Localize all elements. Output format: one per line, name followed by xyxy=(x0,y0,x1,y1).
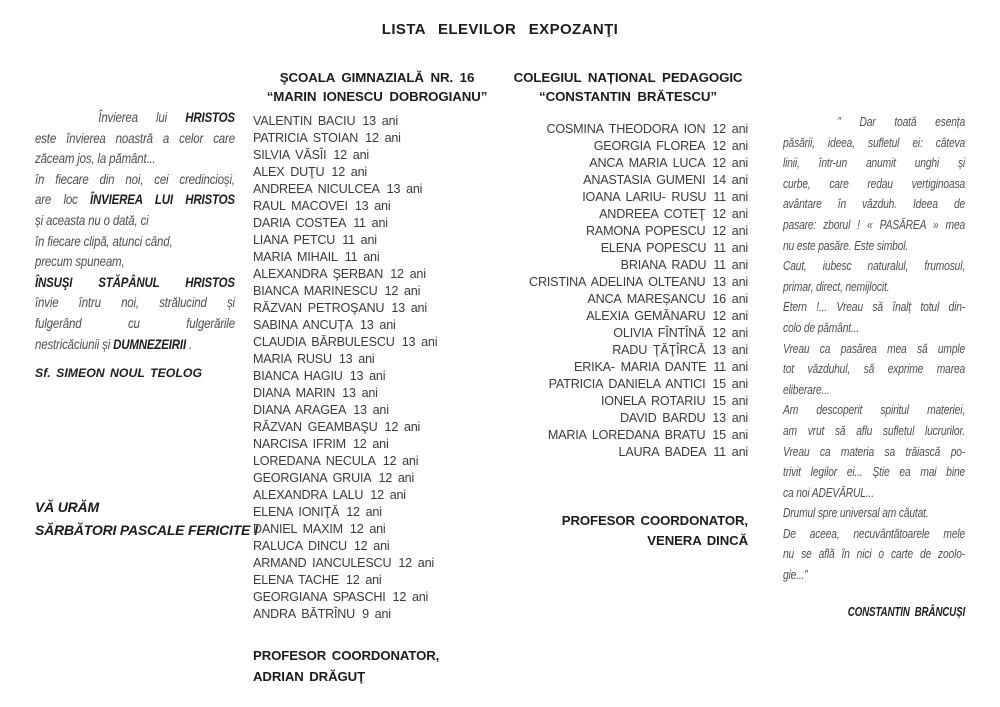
student-row xyxy=(253,453,501,470)
student-age: 11 ani xyxy=(713,258,748,272)
student-age: 12 ani xyxy=(333,148,369,162)
quote-line xyxy=(35,335,235,356)
quote-line xyxy=(783,544,965,565)
quote-line xyxy=(783,442,965,463)
student-age: 12 ani xyxy=(365,131,401,145)
student-row xyxy=(253,181,501,198)
school2-header xyxy=(508,69,748,106)
school1-student-list xyxy=(253,113,501,623)
quote-text: Am descoperit spiritul materiei, xyxy=(783,402,966,418)
student-row xyxy=(253,385,501,402)
quote-text: fulgerând cu fulgerările xyxy=(35,315,235,331)
student-name: COSMINA THEODORA ION xyxy=(546,122,706,136)
quote-bold-text: DUMNEZEIRII xyxy=(113,336,186,352)
quote-text: nestricăciunii și xyxy=(35,336,114,352)
student-age: 13 ani xyxy=(386,182,423,196)
student-name: RALUCA DINCU xyxy=(253,539,347,553)
student-age: 13 ani xyxy=(349,369,386,383)
quote-line xyxy=(35,149,235,170)
student-row xyxy=(253,538,501,555)
student-age: 12 ani xyxy=(331,165,368,179)
student-name: GEORGIANA SPASCHI xyxy=(253,590,386,604)
student-age: 13 ani xyxy=(359,318,396,332)
student-age: 13 ani xyxy=(338,352,375,366)
school1-coordinator-name: ADRIAN DRĂGUŢ xyxy=(253,669,366,684)
quote-line xyxy=(783,380,965,401)
student-row xyxy=(508,257,748,274)
student-age: 13 ani xyxy=(401,335,438,349)
student-age: 12 ani xyxy=(353,539,390,553)
student-row xyxy=(253,402,501,419)
simeon-attribution: Sf. SIMEON NOUL TEOLOG xyxy=(35,366,203,380)
quote-line xyxy=(783,194,965,215)
student-row xyxy=(253,555,501,572)
student-row xyxy=(508,155,748,172)
student-row xyxy=(508,240,748,257)
quote-text: precum spuneam, xyxy=(35,254,125,270)
quote-text: pasare: zborul ! « PASĂREA » mea xyxy=(783,216,966,232)
quote-line xyxy=(783,339,965,360)
school1-name-line2: “MARIN IONESCU DOBROGIANU” xyxy=(266,88,488,104)
student-name: RĂZVAN GEAMBAŞU xyxy=(253,420,378,434)
quote-line xyxy=(783,400,965,421)
quote-line xyxy=(783,277,965,298)
quote-text: curbe, care redau vertiginoasa xyxy=(783,175,966,191)
student-age: 12 ani xyxy=(384,420,421,434)
page-title: LISTA ELEVILOR EXPOZANŢI xyxy=(381,21,619,38)
quote-text: Vreau ca materia sa trăiască po- xyxy=(783,443,966,459)
student-age: 12 ani xyxy=(378,471,415,485)
student-name: ANCA MARIA LUCA xyxy=(589,156,706,170)
quote-text: Etern !... Vreau să înalț totul din- xyxy=(783,299,966,315)
student-row xyxy=(508,410,748,427)
easter-wish-line1: VĂ URĂM xyxy=(35,499,99,515)
quote-text: nu este pasăre. Este simbol. xyxy=(783,237,909,253)
student-row xyxy=(253,606,501,623)
student-age: 13 ani xyxy=(362,114,398,128)
student-row xyxy=(508,444,748,461)
quote-bold-text: ÎNVIEREA LUI HRISTOS xyxy=(89,192,235,208)
quote-line xyxy=(783,256,965,277)
student-name: GEORGIANA GRUIA xyxy=(253,471,372,485)
quote-text: în fiecare din noi, cei credincioși, xyxy=(35,171,235,187)
student-age: 12 ani xyxy=(712,156,748,170)
student-age: 12 ani xyxy=(384,284,421,298)
student-name: ANCA MAREȘANCU xyxy=(587,292,706,306)
student-row xyxy=(508,359,748,376)
school1-column xyxy=(253,69,501,687)
student-row xyxy=(253,317,501,334)
student-age: 12 ani xyxy=(712,326,748,340)
student-name: IONELA ROTARIU xyxy=(600,394,706,408)
student-age: 13 ani xyxy=(712,411,748,425)
student-row xyxy=(253,368,501,385)
student-name: ELENA POPESCU xyxy=(600,241,707,255)
quote-line xyxy=(783,503,965,524)
student-age: 13 ani xyxy=(391,301,427,315)
quote-text: am vrut să aflu sufletul lucrurilor. xyxy=(783,422,966,438)
quote-text: învie întru noi, strălucind și xyxy=(35,295,235,311)
quote-line xyxy=(783,236,965,257)
student-name: IOANA LARIU- RUSU xyxy=(582,190,707,204)
student-age: 12 ani xyxy=(370,488,406,502)
quote-text: Drumul spre universal am căutat. xyxy=(783,505,929,521)
student-row xyxy=(253,147,501,164)
student-name: BIANCA HAGIU xyxy=(253,369,343,383)
student-age: 13 ani xyxy=(712,343,748,357)
quote-text: ” Dar toată esența xyxy=(837,114,966,129)
quote-text: avântare în văzduh. Ideea de xyxy=(783,196,966,212)
brancusi-attribution: CONSTANTIN BRÂNCUȘI xyxy=(847,604,966,619)
quote-line xyxy=(35,170,235,191)
student-row xyxy=(253,504,501,521)
student-name: DIANA ARAGEA xyxy=(253,403,347,417)
student-row xyxy=(508,206,748,223)
student-name: DIANA MARIN xyxy=(253,386,336,400)
student-row xyxy=(508,325,748,342)
student-age: 15 ani xyxy=(712,428,748,442)
student-name: ALEXANDRA LALU xyxy=(253,488,364,502)
student-age: 12 ani xyxy=(392,590,429,604)
quote-line xyxy=(35,211,235,232)
quote-text: păsării, ideea, sufletul ei: câteva xyxy=(783,134,966,150)
student-row xyxy=(253,589,501,606)
student-row xyxy=(253,334,501,351)
student-age: 13 ani xyxy=(342,386,378,400)
student-row xyxy=(253,130,501,147)
student-name: NARCISA IFRIM xyxy=(253,437,346,451)
quote-text: . xyxy=(185,336,193,352)
quote-text: linii, într-un anumit unghi și xyxy=(783,155,966,171)
student-name: ELENA TACHE xyxy=(253,573,339,587)
student-name: CRISTINA ADELINA OLTEANU xyxy=(529,275,706,289)
student-name: ANASTASIA GUMENI xyxy=(583,173,706,187)
student-age: 12 ani xyxy=(398,556,434,570)
quote-line xyxy=(35,314,235,335)
quote-line xyxy=(783,462,965,483)
student-row xyxy=(508,138,748,155)
student-age: 11 ani xyxy=(353,216,388,230)
student-row xyxy=(253,351,501,368)
student-row xyxy=(253,521,501,538)
school2-coordinator xyxy=(508,511,748,551)
student-name: ALEX DUŢU xyxy=(253,165,325,179)
quote-line xyxy=(35,190,235,211)
student-row xyxy=(253,249,501,266)
quote-text: este învierea noastră a celor care xyxy=(35,130,235,146)
student-name: DARIA COSTEA xyxy=(253,216,347,230)
student-age: 12 ani xyxy=(352,437,389,451)
quote-line xyxy=(783,297,965,318)
student-age: 9 ani xyxy=(362,607,391,621)
student-name: LIANA PETCU xyxy=(253,233,336,247)
quote-line xyxy=(783,483,965,504)
student-name: RADU ŢĂŢÎRCĂ xyxy=(612,343,706,357)
quote-text: eliberare... xyxy=(783,381,830,397)
student-row xyxy=(508,427,748,444)
quote-text: are loc xyxy=(35,192,90,208)
quote-line xyxy=(35,129,235,150)
student-name: BIANCA MARINESCU xyxy=(253,284,378,298)
student-name: ANDREEA COTEŢ xyxy=(599,207,706,221)
school2-name-line2: “CONSTANTIN BRĂTESCU” xyxy=(539,88,717,104)
quote-line xyxy=(783,215,965,236)
student-name: ERIKA- MARIA DANTE xyxy=(574,360,707,374)
student-age: 12 ani xyxy=(345,573,382,587)
student-age: 12 ani xyxy=(712,224,748,238)
student-name: OLIVIA FÎNTÎNĂ xyxy=(613,326,706,340)
student-row xyxy=(253,113,501,130)
easter-wish xyxy=(35,496,258,542)
quote-line xyxy=(783,133,965,154)
student-row xyxy=(253,470,501,487)
right-quote-block xyxy=(783,112,965,586)
student-row xyxy=(253,419,501,436)
student-row xyxy=(508,274,748,291)
student-name: PATRICIA DANIELA ANTICI xyxy=(548,377,706,391)
school1-header xyxy=(253,69,501,106)
student-name: DAVID BARDU xyxy=(619,411,706,425)
quote-text: De aceea, necuvântătoarele mele xyxy=(783,525,966,541)
student-row xyxy=(253,300,501,317)
student-age: 13 ani xyxy=(354,199,391,213)
student-age: 15 ani xyxy=(712,394,748,408)
student-age: 16 ani xyxy=(712,292,748,306)
student-age: 13 ani xyxy=(712,275,748,289)
student-row xyxy=(508,376,748,393)
student-name: DANIEL MAXIM xyxy=(253,522,343,536)
quote-text: în fiecare clipă, atunci când, xyxy=(35,233,173,249)
student-name: LAURA BADEA xyxy=(618,445,707,459)
student-name: MARIA MIHAIL xyxy=(253,250,338,264)
school2-coordinator-label: PROFESOR COORDONATOR, xyxy=(561,513,748,528)
student-row xyxy=(508,291,748,308)
student-name: RĂZVAN PETROŞANU xyxy=(253,301,385,315)
quote-line xyxy=(35,108,235,129)
student-name: RAMONA POPESCU xyxy=(586,224,706,238)
student-row xyxy=(253,232,501,249)
quote-line xyxy=(35,232,235,253)
quote-line xyxy=(783,565,965,586)
school1-name-line1: ŞCOALA GIMNAZIALĂ NR. 16 xyxy=(279,70,475,85)
student-row xyxy=(253,215,501,232)
student-row xyxy=(253,164,501,181)
student-age: 12 ani xyxy=(712,139,748,153)
student-name: ALEXIA GEMĂNARU xyxy=(586,309,706,323)
student-row xyxy=(253,487,501,504)
quote-bold-text: HRISTOS xyxy=(185,110,235,125)
student-name: BRIANA RADU xyxy=(620,258,707,272)
student-name: MARIA RUSU xyxy=(253,352,332,366)
student-row xyxy=(508,223,748,240)
student-row xyxy=(508,189,748,206)
student-name: ANDREEA NICULCEA xyxy=(253,182,380,196)
quote-text: colo de pământ... xyxy=(783,319,860,335)
student-row xyxy=(253,266,501,283)
student-age: 12 ani xyxy=(382,454,419,468)
quote-line xyxy=(35,252,235,273)
student-name: CLAUDIA BĂRBULESCU xyxy=(253,335,395,349)
quote-line xyxy=(783,359,965,380)
school2-coordinator-name: VENERA DINCĂ xyxy=(647,533,748,548)
student-age: 12 ani xyxy=(349,522,386,536)
student-name: ANDRA BĂTRÎNU xyxy=(253,607,356,621)
quote-text: tot văzduhul, să exprime marea xyxy=(783,361,966,377)
school2-name-line1: COLEGIUL NAȚIONAL PEDAGOGIC xyxy=(513,70,743,85)
easter-wish-line2: SĂRBĂTORI PASCALE FERICITE ! xyxy=(35,522,259,538)
student-age: 14 ani xyxy=(712,173,748,187)
quote-text: trivit legilor ei... Ştie ea mai bine xyxy=(783,464,966,480)
school2-student-list xyxy=(508,121,748,461)
student-age: 11 ani xyxy=(713,360,748,374)
quote-line xyxy=(783,524,965,545)
student-age: 11 ani xyxy=(713,190,748,204)
quote-text: ca noi ADEVĂRUL... xyxy=(783,484,874,500)
student-name: ARMAND IANCULESCU xyxy=(253,556,392,570)
student-row xyxy=(508,393,748,410)
student-age: 12 ani xyxy=(712,309,748,323)
quote-text: gie...” xyxy=(783,567,808,583)
quote-line xyxy=(783,174,965,195)
student-name: PATRICIA STOIAN xyxy=(253,131,359,145)
student-name: SABINA ANCUŢA xyxy=(253,318,353,332)
student-row xyxy=(508,342,748,359)
student-age: 13 ani xyxy=(353,403,389,417)
quote-text: primar, direct, nemijlocit. xyxy=(783,278,890,294)
school1-coordinator xyxy=(253,645,501,687)
student-age: 12 ani xyxy=(712,122,748,136)
student-name: RAUL MACOVEI xyxy=(253,199,348,213)
student-name: MARIA LOREDANA BRATU xyxy=(547,428,706,442)
left-quote-block xyxy=(35,108,235,355)
school2-column xyxy=(508,69,748,551)
quote-bold-text: ÎNSUŞI STĂPÂNUL HRISTOS xyxy=(35,274,235,290)
quote-text: zăceam jos, la pământ... xyxy=(35,151,156,167)
student-age: 11 ani xyxy=(342,233,377,247)
student-age: 12 ani xyxy=(390,267,426,281)
student-row xyxy=(508,121,748,138)
quote-text: Învierea lui xyxy=(98,110,186,125)
student-name: ELENA IONIŢĂ xyxy=(253,505,340,519)
student-row xyxy=(253,436,501,453)
student-age: 12 ani xyxy=(712,207,748,221)
student-row xyxy=(253,572,501,589)
quote-text: Caut, iubesc naturalul, frumosul, xyxy=(783,258,966,274)
student-age: 15 ani xyxy=(712,377,748,391)
student-name: VALENTIN BACIU xyxy=(253,114,356,128)
quote-text: Vreau ca pasărea mea să umple xyxy=(783,340,966,356)
student-row xyxy=(508,172,748,189)
student-age: 11 ani xyxy=(344,250,380,264)
right-quote-column xyxy=(783,112,965,622)
student-row xyxy=(253,283,501,300)
quote-line xyxy=(35,273,235,294)
quote-line xyxy=(783,421,965,442)
student-name: ALEXANDRA ŞERBAN xyxy=(253,267,384,281)
student-age: 12 ani xyxy=(346,505,382,519)
student-row xyxy=(508,308,748,325)
student-row xyxy=(253,198,501,215)
student-age: 11 ani xyxy=(713,445,748,459)
student-name: LOREDANA NECULA xyxy=(253,454,376,468)
student-name: GEORGIA FLOREA xyxy=(593,139,706,153)
quote-text: și aceasta nu o dată, ci xyxy=(35,212,149,228)
student-age: 11 ani xyxy=(713,241,748,255)
quote-line xyxy=(783,153,965,174)
student-name: SILVIA VĂSÎI xyxy=(253,148,327,162)
quote-line xyxy=(783,112,965,133)
school1-coordinator-label: PROFESOR COORDONATOR, xyxy=(253,648,440,663)
quote-line xyxy=(783,318,965,339)
quote-line xyxy=(35,293,235,314)
quote-text: nu se află în nici o carte de zoolo- xyxy=(783,546,966,562)
